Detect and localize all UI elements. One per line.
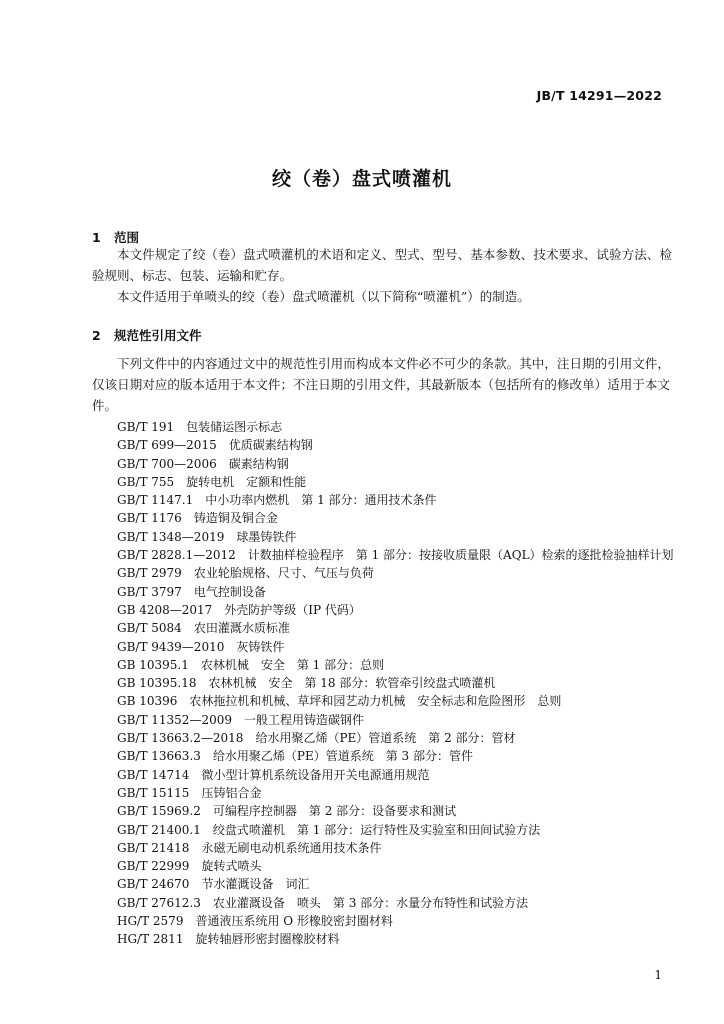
section-2-heading [92,326,202,344]
reference-item [117,455,674,473]
reference-item [117,839,674,857]
reference-code: GB/T 2979 [117,566,182,581]
reference-code: GB 10395.1 [117,657,189,672]
reference-code: GB/T 21400.1 [117,822,201,837]
reference-title: 农田灌溉水质标准 [193,621,290,636]
reference-title: 外壳防护等级（IP 代码） [224,602,361,617]
reference-code: GB/T 1348—2019 [117,529,225,544]
section-number: 1 [92,230,101,245]
reference-code: GB/T 24670 [117,877,190,892]
scope-paragraph-2: 本文件适用于单喷头的绞（卷）盘式喷灌机（以下简称“喷灌机”）的制造。 [117,289,530,304]
reference-item [117,528,674,546]
reference-title: 中小功率内燃机 第 1 部分：通用技术条件 [205,493,437,508]
reference-item [117,912,674,930]
reference-list [117,418,674,949]
reference-title: 农林拖拉机和机械、草坪和园艺动力机械 安全标志和危险图形 总则 [189,694,562,709]
section-title: 规范性引用文件 [114,328,202,343]
reference-code: GB/T 11352—2009 [117,712,232,727]
reference-code: GB/T 700—2006 [117,456,217,471]
reference-title: 电气控制设备 [193,584,266,599]
reference-title: 农业轮胎规格、尺寸、气压与负荷 [193,566,374,581]
reference-title: 旋转轴唇形密封圈橡胶材料 [195,932,340,947]
references-intro: 下列文件中的内容通过文中的规范性引用而构成本文件必不可少的条款。其中，注日期的引用文件，仅该日期对应的版本适用于本文件；不注日期的引用文件，其最新版本（包括所有的修改单）适用于本文件。 [92,356,670,413]
reference-code: GB/T 191 [117,420,175,434]
reference-item [117,766,674,784]
reference-item [117,436,674,454]
reference-item [117,491,674,509]
reference-title: 铸造铜及铜合金 [193,511,278,526]
reference-item [117,821,674,839]
reference-title: 永磁无刷电动机系统通用技术条件 [201,840,382,855]
reference-title: 包装储运图示标志 [186,420,283,434]
reference-title: 微小型计算机系统设备用开关电源通用规范 [201,767,430,782]
reference-code: GB/T 13663.2—2018 [117,731,244,746]
reference-title: 旋转电机 定额和性能 [186,474,307,489]
reference-item [117,802,674,820]
reference-code: GB/T 755 [117,474,175,489]
reference-item [117,875,674,893]
reference-code: GB 4208—2017 [117,602,213,617]
reference-title: 一般工程用铸造碳钢件 [243,712,364,727]
reference-code: GB/T 5084 [117,621,182,636]
reference-item [117,692,674,710]
reference-item [117,473,674,491]
reference-item [117,601,674,619]
reference-title: 旋转式喷头 [201,859,262,874]
reference-title: 绞盘式喷灌机 第 1 部分：运行特性及实验室和田间试验方法 [212,822,541,837]
reference-code: GB/T 14714 [117,767,190,782]
reference-code: GB/T 2828.1—2012 [117,548,236,563]
reference-title: 节水灌溉设备 词汇 [201,877,310,892]
reference-title: 给水用聚乙烯（PE）管道系统 第 2 部分：管材 [255,731,516,746]
reference-code: GB/T 9439—2010 [117,639,225,654]
reference-item [117,711,674,729]
reference-code: GB 10395.18 [117,676,197,691]
reference-code: GB/T 1147.1 [117,493,194,508]
standard-number: JB/T 14291—2022 [536,88,662,103]
reference-item [117,564,674,582]
reference-item [117,418,674,436]
reference-item [117,930,674,948]
scope-paragraph-1: 本文件规定了绞（卷）盘式喷灌机的术语和定义、型式、型号、基本参数、技术要求、试验方法、检验规则、标志、包装、运输和贮存。 [92,247,672,283]
reference-item [117,656,674,674]
reference-code: GB/T 15969.2 [117,804,201,819]
reference-code: GB/T 699—2015 [117,438,217,453]
reference-item [117,894,674,912]
reference-code: GB/T 22999 [117,859,190,874]
reference-code: GB/T 3797 [117,584,182,599]
reference-item [117,747,674,765]
reference-code: GB/T 1176 [117,511,182,526]
reference-item [117,509,674,527]
reference-item [117,546,674,564]
reference-title: 给水用聚乙烯（PE）管道系统 第 3 部分：管件 [212,749,473,764]
reference-title: 碳素结构钢 [228,456,289,471]
reference-code: HG/T 2579 [117,914,184,929]
reference-title: 计数抽样检验程序 第 1 部分：按接收质量限（AQL）检索的逐批检验抽样计划 [247,548,674,563]
reference-title: 农林机械 安全 第 18 部分：软管牵引绞盘式喷灌机 [208,676,496,691]
reference-title: 优质碳素结构钢 [228,438,313,453]
reference-code: GB/T 15115 [117,785,190,800]
page-number: 1 [654,968,662,982]
reference-item [117,674,674,692]
reference-item [117,857,674,875]
reference-item [117,619,674,637]
section-title: 范围 [114,230,140,245]
reference-item [117,583,674,601]
reference-code: GB 10396 [117,694,178,709]
reference-code: GB/T 27612.3 [117,895,201,910]
reference-code: GB/T 13663.3 [117,749,201,764]
reference-title: 灰铸铁件 [236,639,285,654]
reference-code: GB/T 21418 [117,840,190,855]
reference-title: 可编程序控制器 第 2 部分：设备要求和测试 [212,804,457,819]
reference-title: 农业灌溉设备 喷头 第 3 部分：水量分布特性和试验方法 [212,895,529,910]
section-number: 2 [92,328,101,343]
reference-item [117,729,674,747]
reference-code: HG/T 2811 [117,932,184,947]
reference-title: 压铸铝合金 [201,785,262,800]
reference-title: 球墨铸铁件 [236,529,297,544]
reference-title: 农林机械 安全 第 1 部分：总则 [200,657,385,672]
reference-title: 普通液压系统用 O 形橡胶密封圈材料 [195,914,393,929]
document-title: 绞（卷）盘式喷灌机 [271,168,452,190]
reference-item [117,784,674,802]
reference-item [117,638,674,656]
